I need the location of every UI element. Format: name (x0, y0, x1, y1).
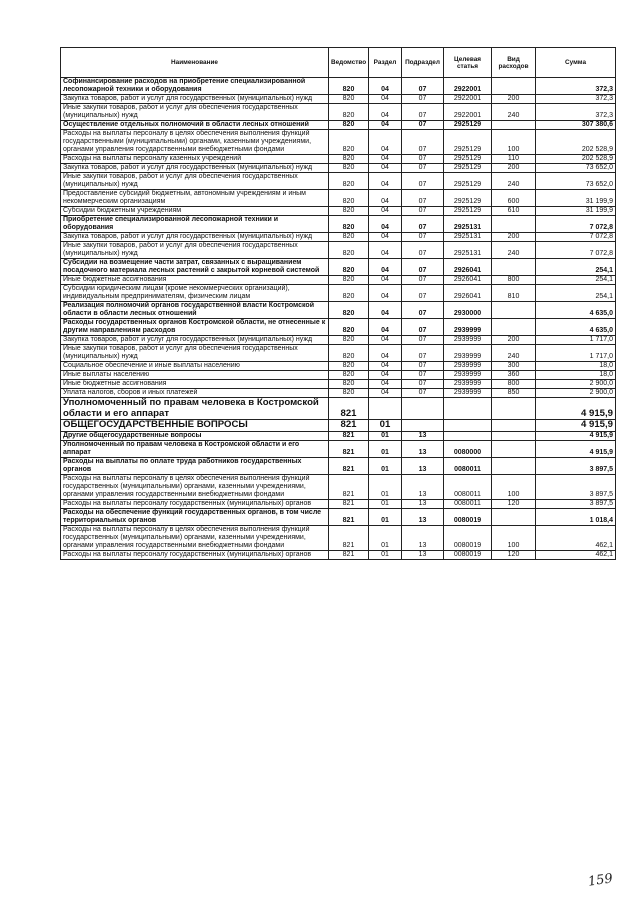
cell-sum: 4 635,0 (536, 319, 616, 336)
cell-name: Социальное обеспечение и иные выплаты населению (61, 362, 329, 371)
cell-subsection: 13 (402, 508, 444, 525)
cell-target: 2925129 (444, 207, 492, 216)
cell-section: 04 (369, 319, 402, 336)
cell-kind: 110 (492, 155, 536, 164)
cell-subsection: 13 (402, 457, 444, 474)
cell-name: Иные бюджетные ассигнования (61, 380, 329, 389)
cell-subsection: 07 (402, 130, 444, 155)
cell-dept: 820 (329, 380, 369, 389)
cell-section: 01 (369, 474, 402, 499)
cell-name: Расходы государственных органов Костромской области, не отнесенные к другим направлениям расходов (61, 319, 329, 336)
cell-kind (492, 121, 536, 130)
cell-kind (492, 216, 536, 233)
cell-dept: 820 (329, 345, 369, 362)
cell-target: 2939999 (444, 380, 492, 389)
cell-section: 04 (369, 78, 402, 95)
cell-name: Уполномоченный по правам человека в Костромской области и его аппарат (61, 440, 329, 457)
cell-subsection: 07 (402, 276, 444, 285)
cell-target: 2939999 (444, 371, 492, 380)
cell-section: 04 (369, 380, 402, 389)
cell-sum: 202 528,9 (536, 155, 616, 164)
cell-subsection: 07 (402, 242, 444, 259)
cell-target: 2926041 (444, 285, 492, 302)
cell-dept: 820 (329, 173, 369, 190)
table-row (61, 371, 616, 380)
cell-dept: 820 (329, 259, 369, 276)
cell-kind: 850 (492, 389, 536, 398)
cell-dept: 821 (329, 525, 369, 550)
cell-sum: 372,3 (536, 104, 616, 121)
table-row (61, 550, 616, 559)
cell-target: 2930000 (444, 302, 492, 319)
cell-sum: 462,1 (536, 525, 616, 550)
cell-kind (492, 319, 536, 336)
cell-name: Уплата налогов, сборов и иных платежей (61, 389, 329, 398)
cell-sum: 7 072,8 (536, 216, 616, 233)
cell-section: 04 (369, 285, 402, 302)
cell-target: 0080019 (444, 525, 492, 550)
cell-kind: 100 (492, 525, 536, 550)
cell-kind (492, 398, 536, 420)
cell-sum: 7 072,8 (536, 233, 616, 242)
cell-dept: 820 (329, 389, 369, 398)
cell-name: Приобретение специализированной лесопожарной техники и оборудования (61, 216, 329, 233)
cell-kind: 120 (492, 499, 536, 508)
cell-name: Субсидии на возмещение части затрат, связанных с выращиванием посадочного материала лесных растений с закрытой корневой системой (61, 259, 329, 276)
cell-section: 04 (369, 259, 402, 276)
table-row (61, 380, 616, 389)
cell-dept: 820 (329, 190, 369, 207)
cell-name: Предоставление субсидий бюджетным, автономным учреждениям и иным некоммерческим организациям (61, 190, 329, 207)
cell-dept: 821 (329, 499, 369, 508)
page-number: 159 (587, 871, 614, 890)
cell-subsection: 07 (402, 78, 444, 95)
table-row (61, 362, 616, 371)
cell-subsection: 07 (402, 95, 444, 104)
cell-sum: 18,0 (536, 371, 616, 380)
cell-section: 04 (369, 190, 402, 207)
cell-subsection: 13 (402, 525, 444, 550)
table-row (61, 336, 616, 345)
cell-name: Иные закупки товаров, работ и услуг для обеспечения государственных (муниципальных) нужд (61, 104, 329, 121)
cell-name: Расходы на обеспечение функций государственных органов, в том числе территориальных органов (61, 508, 329, 525)
header-name: Наименование (61, 48, 329, 78)
table-row (61, 130, 616, 155)
cell-dept: 820 (329, 276, 369, 285)
cell-section: 04 (369, 276, 402, 285)
cell-dept: 821 (329, 457, 369, 474)
cell-subsection: 07 (402, 207, 444, 216)
cell-name: Расходы на выплаты персоналу в целях обеспечения выполнения функций государственных (муниципальными) органами, казенными учреждениями, органами управления государственными внебюджетными фондами (61, 525, 329, 550)
cell-subsection: 07 (402, 336, 444, 345)
cell-kind: 810 (492, 285, 536, 302)
cell-target: 0080000 (444, 440, 492, 457)
cell-dept: 820 (329, 285, 369, 302)
cell-sum: 31 199,9 (536, 190, 616, 207)
cell-target: 2925131 (444, 242, 492, 259)
cell-sum: 4 915,9 (536, 420, 616, 432)
budget-table (60, 47, 616, 560)
cell-subsection: 13 (402, 431, 444, 440)
cell-kind: 800 (492, 276, 536, 285)
cell-sum: 307 380,6 (536, 121, 616, 130)
cell-dept: 820 (329, 155, 369, 164)
cell-subsection: 13 (402, 440, 444, 457)
table-row (61, 155, 616, 164)
table-row (61, 457, 616, 474)
table-row (61, 319, 616, 336)
cell-target: 2922001 (444, 104, 492, 121)
cell-name: Закупка товаров, работ и услуг для государственных (муниципальных) нужд (61, 233, 329, 242)
cell-kind: 100 (492, 474, 536, 499)
cell-sum: 18,0 (536, 362, 616, 371)
cell-name: Иные бюджетные ассигнования (61, 276, 329, 285)
cell-dept: 820 (329, 207, 369, 216)
cell-sum: 202 528,9 (536, 130, 616, 155)
cell-target: 2925129 (444, 190, 492, 207)
cell-target: 2925131 (444, 233, 492, 242)
cell-dept: 820 (329, 130, 369, 155)
cell-target: 0080011 (444, 457, 492, 474)
cell-name: Иные закупки товаров, работ и услуг для обеспечения государственных (муниципальных) нужд (61, 242, 329, 259)
cell-name: Расходы на выплаты персоналу государственных (муниципальных) органов (61, 499, 329, 508)
cell-name: ОБЩЕГОСУДАРСТВЕННЫЕ ВОПРОСЫ (61, 420, 329, 432)
cell-target: 2939999 (444, 389, 492, 398)
cell-target: 2939999 (444, 362, 492, 371)
header-kind: Вид расходов (492, 48, 536, 78)
table-row (61, 78, 616, 95)
cell-target: 2925129 (444, 164, 492, 173)
table-row (61, 190, 616, 207)
cell-dept: 820 (329, 242, 369, 259)
cell-name: Уполномоченный по правам человека в Костромской области и его аппарат (61, 398, 329, 420)
cell-dept: 821 (329, 431, 369, 440)
cell-kind (492, 508, 536, 525)
cell-section: 04 (369, 130, 402, 155)
cell-kind: 610 (492, 207, 536, 216)
cell-subsection: 07 (402, 285, 444, 302)
cell-section: 01 (369, 499, 402, 508)
cell-section: 04 (369, 302, 402, 319)
cell-kind (492, 420, 536, 432)
cell-dept: 820 (329, 371, 369, 380)
cell-section: 01 (369, 431, 402, 440)
cell-dept: 821 (329, 440, 369, 457)
cell-sum: 73 652,0 (536, 164, 616, 173)
table-row (61, 345, 616, 362)
cell-target: 2926041 (444, 276, 492, 285)
cell-name: Расходы на выплаты по оплате труда работников государственных органов (61, 457, 329, 474)
cell-section: 01 (369, 508, 402, 525)
table-row (61, 440, 616, 457)
cell-dept: 820 (329, 78, 369, 95)
cell-section: 04 (369, 371, 402, 380)
cell-dept: 820 (329, 121, 369, 130)
cell-dept: 821 (329, 474, 369, 499)
table-row (61, 207, 616, 216)
table-row (61, 233, 616, 242)
cell-target: 2925131 (444, 216, 492, 233)
cell-dept: 820 (329, 164, 369, 173)
cell-target: 2922001 (444, 95, 492, 104)
cell-target: 2925129 (444, 121, 492, 130)
cell-subsection: 07 (402, 371, 444, 380)
cell-section: 04 (369, 95, 402, 104)
cell-target: 0080019 (444, 550, 492, 559)
cell-name: Иные закупки товаров, работ и услуг для обеспечения государственных (муниципальных) нужд (61, 173, 329, 190)
table-row (61, 104, 616, 121)
cell-name: Расходы на выплаты персоналу в целях обеспечения выполнения функций государственными (муниципальными) органами, казенными учреждениями, органами управления государственными внебюджетными фондами (61, 130, 329, 155)
cell-kind: 100 (492, 130, 536, 155)
cell-target: 2925129 (444, 173, 492, 190)
cell-kind: 200 (492, 336, 536, 345)
cell-subsection: 07 (402, 380, 444, 389)
cell-sum: 372,3 (536, 78, 616, 95)
cell-sum: 3 897,5 (536, 457, 616, 474)
cell-subsection: 07 (402, 259, 444, 276)
cell-sum: 254,1 (536, 285, 616, 302)
table-row (61, 276, 616, 285)
cell-section: 04 (369, 155, 402, 164)
cell-sum: 31 199,9 (536, 207, 616, 216)
cell-name: Субсидии бюджетным учреждениям (61, 207, 329, 216)
cell-section (369, 398, 402, 420)
cell-subsection (402, 420, 444, 432)
table-row (61, 508, 616, 525)
cell-subsection: 07 (402, 302, 444, 319)
cell-name: Закупка товаров, работ и услуг для государственных (муниципальных) нужд (61, 95, 329, 104)
cell-target: 2939999 (444, 336, 492, 345)
table-row (61, 242, 616, 259)
cell-target: 2925129 (444, 155, 492, 164)
cell-sum: 73 652,0 (536, 173, 616, 190)
cell-sum: 3 897,5 (536, 499, 616, 508)
table-row (61, 302, 616, 319)
cell-section: 04 (369, 216, 402, 233)
cell-sum: 254,1 (536, 259, 616, 276)
cell-kind: 200 (492, 95, 536, 104)
cell-sum: 4 635,0 (536, 302, 616, 319)
cell-kind: 120 (492, 550, 536, 559)
cell-section: 04 (369, 362, 402, 371)
cell-target: 2926041 (444, 259, 492, 276)
cell-target: 2922001 (444, 78, 492, 95)
cell-name: Иные выплаты населению (61, 371, 329, 380)
cell-target: 0080011 (444, 474, 492, 499)
table-row (61, 431, 616, 440)
cell-target: 2939999 (444, 345, 492, 362)
table-row (61, 164, 616, 173)
header-row (61, 48, 616, 78)
cell-section: 04 (369, 104, 402, 121)
cell-target: 2939999 (444, 319, 492, 336)
cell-subsection: 07 (402, 164, 444, 173)
cell-subsection: 07 (402, 362, 444, 371)
cell-sum: 4 915,9 (536, 431, 616, 440)
cell-kind (492, 431, 536, 440)
cell-dept: 820 (329, 233, 369, 242)
cell-subsection (402, 398, 444, 420)
cell-name: Другие общегосударственные вопросы (61, 431, 329, 440)
cell-section: 04 (369, 233, 402, 242)
cell-sum: 3 897,5 (536, 474, 616, 499)
cell-name: Иные закупки товаров, работ и услуг для обеспечения государственных (муниципальных) нужд (61, 345, 329, 362)
cell-target (444, 420, 492, 432)
cell-sum: 2 900,0 (536, 389, 616, 398)
cell-section: 01 (369, 440, 402, 457)
header-target: Целевая статья (444, 48, 492, 78)
cell-subsection: 07 (402, 173, 444, 190)
cell-name: Закупка товаров, работ и услуг для государственных (муниципальных) нужд (61, 336, 329, 345)
cell-dept: 820 (329, 336, 369, 345)
cell-sum: 372,3 (536, 95, 616, 104)
cell-kind: 240 (492, 104, 536, 121)
cell-name: Осуществление отдельных полномочий в области лесных отношений (61, 121, 329, 130)
cell-name: Реализация полномочий органов государственной власти Костромской области в области лесных отношений (61, 302, 329, 319)
table-row (61, 398, 616, 420)
cell-sum: 4 915,9 (536, 398, 616, 420)
cell-sum: 1 018,4 (536, 508, 616, 525)
cell-subsection: 07 (402, 104, 444, 121)
cell-subsection: 13 (402, 474, 444, 499)
table-row (61, 95, 616, 104)
cell-subsection: 07 (402, 345, 444, 362)
cell-sum: 4 915,9 (536, 440, 616, 457)
cell-section: 04 (369, 173, 402, 190)
cell-sum: 1 717,0 (536, 345, 616, 362)
cell-name: Субсидии юридическим лицам (кроме некоммерческих организаций), индивидуальным предпринимателям, физическим лицам (61, 285, 329, 302)
cell-section: 04 (369, 242, 402, 259)
cell-kind (492, 259, 536, 276)
cell-dept: 821 (329, 420, 369, 432)
cell-section: 04 (369, 345, 402, 362)
table-row (61, 173, 616, 190)
cell-subsection: 07 (402, 319, 444, 336)
cell-sum: 7 072,8 (536, 242, 616, 259)
cell-kind: 240 (492, 345, 536, 362)
header-dept: Ведомство (329, 48, 369, 78)
cell-dept: 820 (329, 319, 369, 336)
cell-sum: 254,1 (536, 276, 616, 285)
cell-dept: 820 (329, 104, 369, 121)
cell-sum: 462,1 (536, 550, 616, 559)
cell-name: Расходы на выплаты персоналу казенных учреждений (61, 155, 329, 164)
table-row (61, 121, 616, 130)
table-row (61, 259, 616, 276)
cell-kind (492, 457, 536, 474)
cell-target (444, 431, 492, 440)
cell-name: Софинансирование расходов на приобретение специализированной лесопожарной техники и оборудования (61, 78, 329, 95)
cell-name: Расходы на выплаты персоналу государственных (муниципальных) органов (61, 550, 329, 559)
cell-kind: 360 (492, 371, 536, 380)
cell-target: 2925129 (444, 130, 492, 155)
cell-dept: 821 (329, 398, 369, 420)
cell-subsection: 07 (402, 233, 444, 242)
cell-subsection: 13 (402, 550, 444, 559)
cell-kind: 600 (492, 190, 536, 207)
cell-section: 04 (369, 336, 402, 345)
cell-dept: 821 (329, 550, 369, 559)
cell-dept: 820 (329, 362, 369, 371)
table-row (61, 474, 616, 499)
header-sum: Сумма (536, 48, 616, 78)
table-row (61, 499, 616, 508)
cell-name: Закупка товаров, работ и услуг для государственных (муниципальных) нужд (61, 164, 329, 173)
cell-kind (492, 440, 536, 457)
cell-kind: 240 (492, 173, 536, 190)
cell-section: 04 (369, 207, 402, 216)
cell-kind (492, 302, 536, 319)
cell-name: Расходы на выплаты персоналу в целях обеспечения выполнения функций государственных (муниципальными) органами, казенными учреждениями, органами управления государственными внебюджетными фондами (61, 474, 329, 499)
cell-dept: 820 (329, 95, 369, 104)
cell-kind: 300 (492, 362, 536, 371)
table-row (61, 216, 616, 233)
cell-kind: 200 (492, 164, 536, 173)
cell-target (444, 398, 492, 420)
cell-section: 01 (369, 457, 402, 474)
cell-section: 01 (369, 420, 402, 432)
cell-kind: 240 (492, 242, 536, 259)
cell-section: 01 (369, 525, 402, 550)
cell-section: 01 (369, 550, 402, 559)
table-body (61, 78, 616, 560)
cell-subsection: 07 (402, 121, 444, 130)
cell-subsection: 07 (402, 190, 444, 207)
cell-kind: 800 (492, 380, 536, 389)
cell-subsection: 07 (402, 389, 444, 398)
cell-dept: 821 (329, 508, 369, 525)
cell-section: 04 (369, 389, 402, 398)
cell-section: 04 (369, 164, 402, 173)
cell-dept: 820 (329, 302, 369, 319)
cell-subsection: 13 (402, 499, 444, 508)
cell-target: 0080019 (444, 508, 492, 525)
table-row (61, 420, 616, 432)
cell-dept: 820 (329, 216, 369, 233)
cell-kind: 200 (492, 233, 536, 242)
cell-kind (492, 78, 536, 95)
header-subsection: Подраздел (402, 48, 444, 78)
cell-subsection: 07 (402, 155, 444, 164)
cell-section: 04 (369, 121, 402, 130)
cell-target: 0080011 (444, 499, 492, 508)
cell-subsection: 07 (402, 216, 444, 233)
table-row (61, 525, 616, 550)
cell-sum: 1 717,0 (536, 336, 616, 345)
cell-sum: 2 900,0 (536, 380, 616, 389)
table-row (61, 285, 616, 302)
header-section: Раздел (369, 48, 402, 78)
